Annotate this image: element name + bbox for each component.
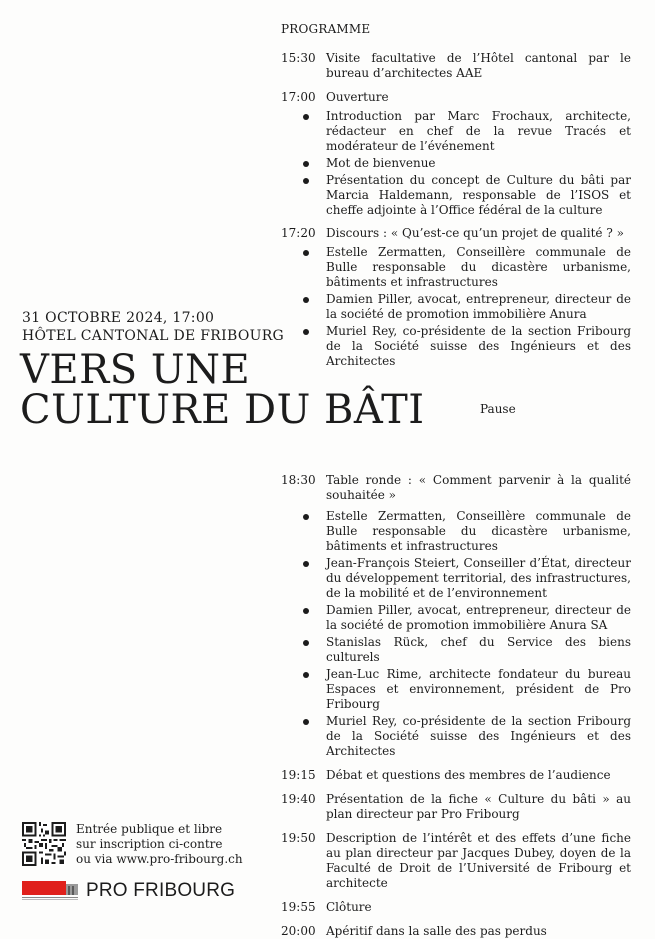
bullet-icon: [281, 509, 326, 554]
registration-line: sur inscription ci-contre: [76, 837, 223, 851]
bullet-icon: [281, 603, 326, 633]
programme-title: PROGRAMME: [281, 22, 371, 36]
bullet-icon: [281, 714, 326, 759]
list-item: Présentation du concept de Culture du bâti par Marcia Haldemann, responsable de l’ISOS et cheffe adjointe à l’Office fédéral de la culture: [281, 173, 631, 218]
entry-text: Discours : « Qu’est-ce qu’un projet de qualité ? »: [326, 226, 624, 240]
bullet-icon: [281, 245, 326, 290]
speaker-list: [281, 109, 631, 218]
list-item: Stanislas Rück, chef du Service des biens culturels: [281, 635, 631, 665]
event-title: [20, 347, 425, 433]
speaker-list: [281, 509, 631, 759]
bullet-icon: [281, 635, 326, 665]
programme-entry: [281, 226, 631, 241]
list-item: Muriel Rey, co-présidente de la section Fribourg de la Société suisse des Ingénieurs et des Architectes: [281, 714, 631, 759]
entry-text: Description de l’intérêt et des effets d’une fiche au plan directeur par Jacques Dubey, doyen de la Faculté de Droit de l’Université de Fribourg et architecte: [326, 831, 631, 890]
bullet-icon: [281, 667, 326, 712]
entry-time: 19:55: [281, 900, 316, 914]
list-item: Jean-François Steiert, Conseiller d’État, directeur du développement territorial, des infrastructures, de la mobilité et de l’environnement: [281, 556, 631, 601]
programme-entry: [281, 51, 631, 81]
entry-time: 17:20: [281, 226, 316, 240]
programme-entry: [281, 768, 631, 783]
entry-time: 19:50: [281, 831, 316, 845]
entry-text: Apéritif dans la salle des pas perdus: [326, 924, 547, 938]
list-item: Introduction par Marc Frochaux, architecte, rédacteur en chef de la revue Tracés et modérateur de l’événement: [281, 109, 631, 154]
entry-text: Débat et questions des membres de l’audience: [326, 768, 611, 782]
programme-entry: [281, 792, 631, 822]
entry-text: Ouverture: [326, 90, 389, 104]
bullet-icon: [281, 156, 326, 171]
registration-info: [22, 822, 243, 867]
event-title-line-2: CULTURE DU BÂTI: [20, 387, 425, 433]
programme-entry: [281, 900, 631, 915]
list-item: Damien Piller, avocat, entrepreneur, directeur de la société de promotion immobilière Anura: [281, 292, 631, 322]
programme-entry: [281, 831, 631, 891]
entry-time: 19:40: [281, 792, 316, 806]
list-item: Muriel Rey, co-présidente de la section Fribourg de la Société suisse des Ingénieurs et des Architectes: [281, 324, 631, 369]
list-item: Damien Piller, avocat, entrepreneur, directeur de la société de promotion immobilière Anura SA: [281, 603, 631, 633]
event-header: [22, 309, 284, 345]
entry-text: Présentation de la fiche « Culture du bâti » au plan directeur par Pro Fribourg: [326, 792, 631, 821]
bullet-icon: [281, 556, 326, 601]
programme: [281, 22, 631, 939]
list-item: Estelle Zermatten, Conseillère communale de Bulle responsable du dicastère urbanisme, bâtiments et infrastructures: [281, 509, 631, 554]
entry-text: Visite facultative de l’Hôtel cantonal par le bureau d’architectes AAE: [326, 51, 631, 80]
entry-time: 20:00: [281, 924, 316, 938]
qr-code-icon[interactable]: [22, 822, 66, 866]
entry-time: 18:30: [281, 473, 316, 487]
entry-text: Clôture: [326, 900, 372, 914]
pause-label: Pause: [480, 402, 516, 416]
list-item: Mot de bienvenue: [281, 156, 631, 171]
bullet-icon: [281, 292, 326, 322]
registration-link[interactable]: ou via www.pro-fribourg.ch: [76, 852, 243, 866]
entry-time: 15:30: [281, 51, 316, 65]
bullet-icon: [281, 173, 326, 218]
bullet-icon: [281, 109, 326, 154]
programme-entry: [281, 90, 631, 105]
event-venue: HÔTEL CANTONAL DE FRIBOURG: [22, 328, 285, 344]
entry-time: 19:15: [281, 768, 316, 782]
event-title-line-1: VERS UNE: [20, 347, 251, 393]
entry-time: 17:00: [281, 90, 316, 104]
event-date: 31 OCTOBRE 2024, 17:00: [22, 310, 215, 326]
entry-text: Table ronde : « Comment parvenir à la qualité souhaitée »: [326, 473, 631, 502]
list-item: Estelle Zermatten, Conseillère communale de Bulle responsable du dicastère urbanisme, bâtiments et infrastructures: [281, 245, 631, 290]
list-item: Jean-Luc Rime, architecte fondateur du bureau Espaces et environnement, président de Pro Fribourg: [281, 667, 631, 712]
pro-fribourg-logo: [22, 880, 235, 902]
logo-mark-icon: [22, 881, 78, 901]
registration-text: [76, 822, 243, 867]
programme-entry: [281, 473, 631, 503]
registration-line: Entrée publique et libre: [76, 822, 223, 836]
logo-name: PRO FRIBOURG: [86, 880, 236, 901]
programme-entry: [281, 924, 631, 939]
